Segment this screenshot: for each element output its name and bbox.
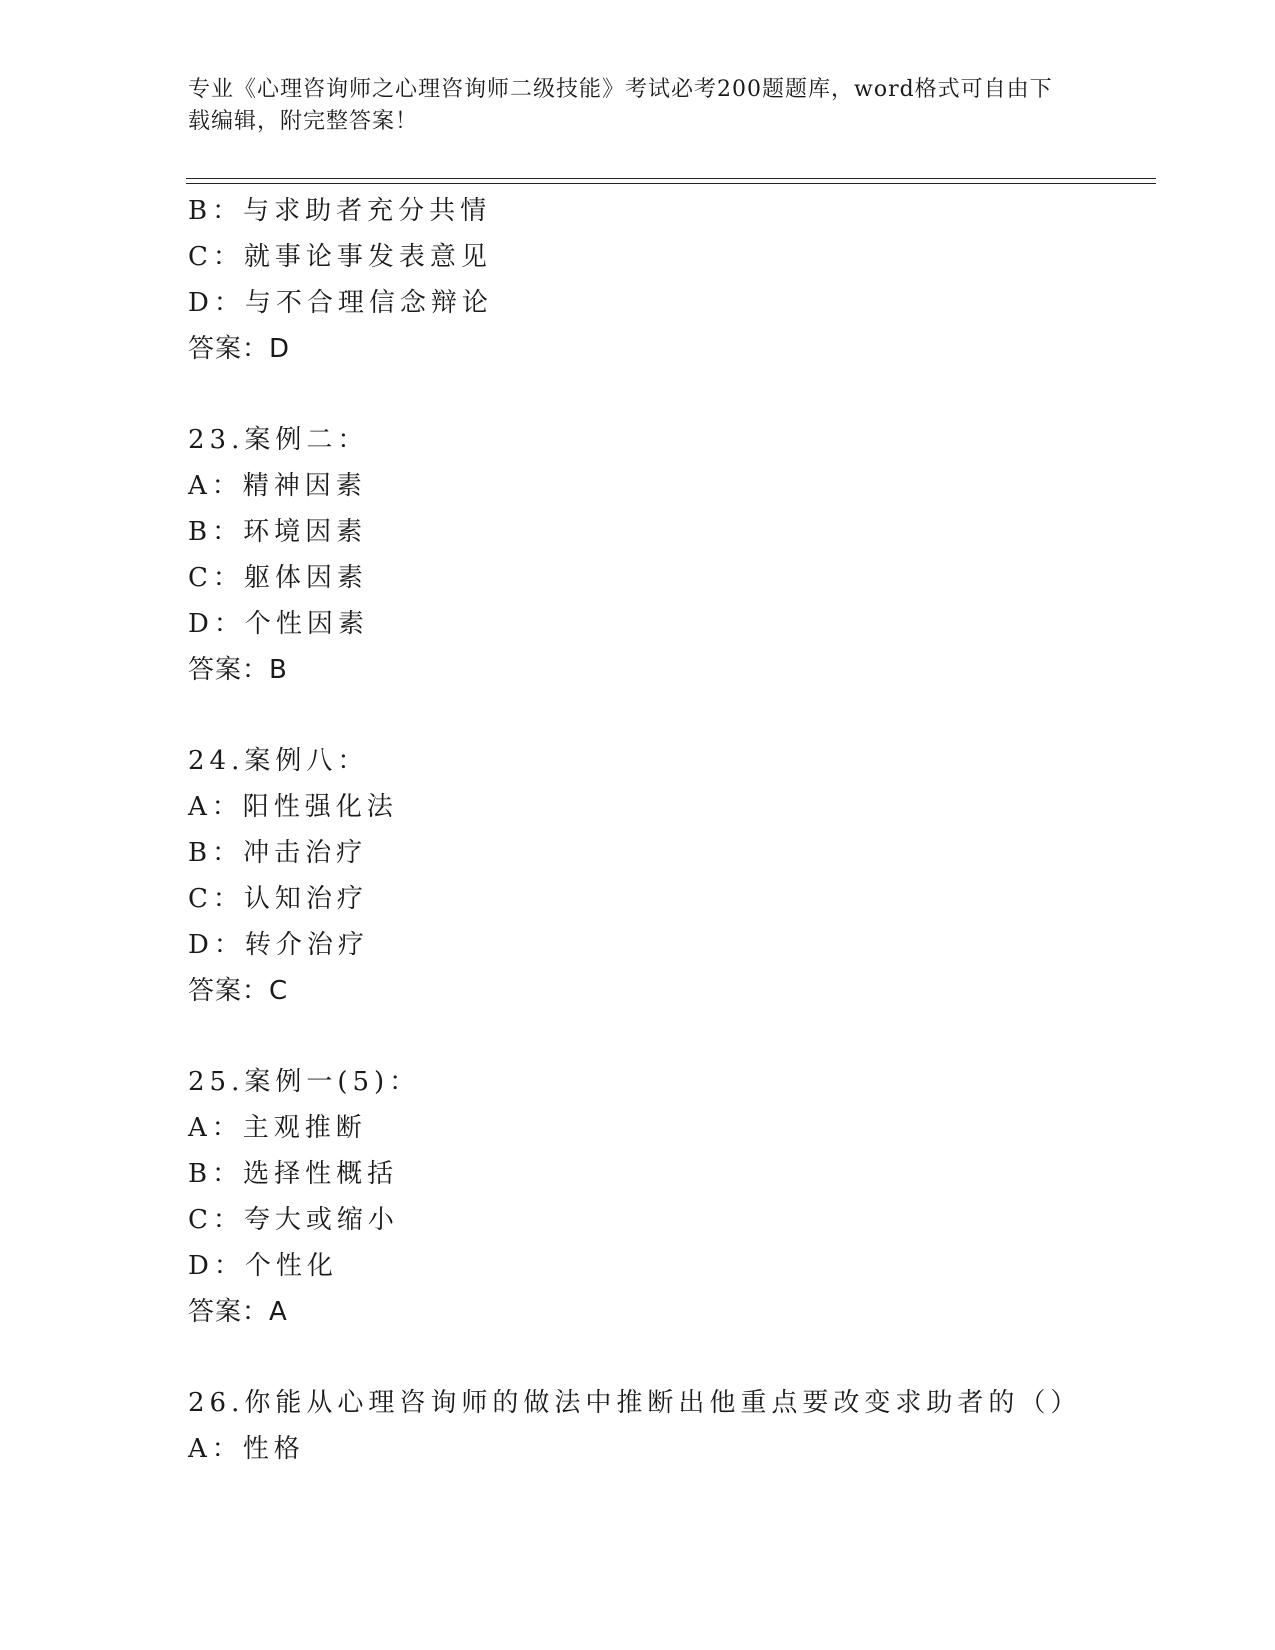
option-b: B：环境因素 — [188, 517, 368, 547]
question-block-25 — [188, 1059, 1148, 1335]
option-a: A：阳性强化法 — [188, 792, 398, 822]
answer-text: 答案：C — [188, 976, 289, 1006]
header-rule-top — [186, 178, 1156, 179]
question-list — [188, 188, 1148, 1472]
option-a: A：精神因素 — [188, 471, 367, 501]
option-d: D：与不合理信念辩论 — [188, 288, 493, 318]
question-title: 24.案例八： — [188, 746, 369, 776]
option-b: B：与求助者充分共情 — [188, 196, 492, 226]
option-c: C：认知治疗 — [188, 884, 368, 914]
option-a: A：性格 — [188, 1434, 305, 1464]
option-d: D：转介治疗 — [188, 930, 369, 960]
header-rule-bottom — [186, 183, 1156, 184]
question-block-22 — [188, 188, 1148, 372]
question-block-26 — [188, 1380, 1148, 1472]
option-b: B：选择性概括 — [188, 1159, 399, 1189]
option-a: A：主观推断 — [188, 1113, 367, 1143]
document-header: 专业《心理咨询师之心理咨询师二级技能》考试必考200题题库，word格式可自由下载编辑，附完整答案！ — [188, 77, 1053, 134]
option-d: D：个性因素 — [188, 609, 369, 639]
option-b: B：冲击治疗 — [188, 838, 368, 868]
question-title: 26.你能从心理咨询师的做法中推断出他重点要改变求助者的（） — [188, 1388, 1082, 1418]
option-d: D：个性化 — [188, 1251, 338, 1281]
option-c: C：就事论事发表意见 — [188, 242, 492, 272]
question-block-23 — [188, 417, 1148, 693]
option-c: C：夸大或缩小 — [188, 1205, 399, 1235]
answer-text: 答案：A — [188, 1297, 288, 1327]
question-block-24 — [188, 738, 1148, 1014]
option-c: C：躯体因素 — [188, 563, 368, 593]
answer-text: 答案：D — [188, 334, 291, 364]
question-title: 25.案例一(5)： — [188, 1067, 421, 1097]
question-title: 23.案例二： — [188, 425, 369, 455]
answer-text: 答案：B — [188, 655, 288, 685]
